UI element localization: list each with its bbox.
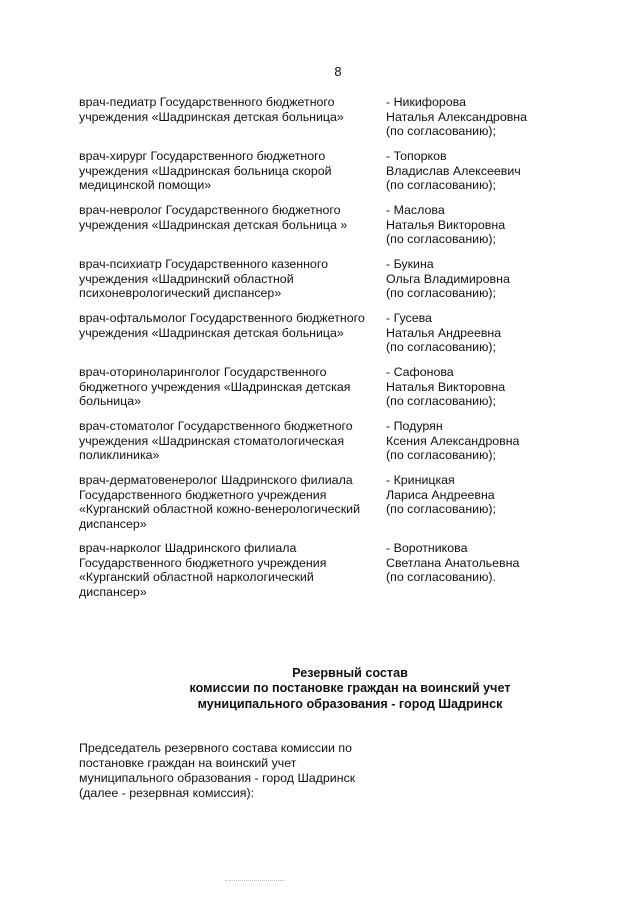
member-name: - Гусева Наталья Андреевна (по согласованию);: [386, 311, 502, 355]
member-role: врач-офтальмолог Государственного бюджетного учреждения «Шадринская детская больница»: [79, 311, 365, 340]
member-name: - Воротникова Светлана Анатольевна (по согласованию).: [386, 541, 520, 585]
reserve-chair-paragraph: Председатель резервного состава комиссии по постановке граждан на воинский учет муниципального образования - город Шадринск (далее - резервная комиссия):: [79, 741, 356, 800]
member-name: - Маслова Наталья Викторовна (по согласованию);: [386, 203, 506, 247]
member-role: врач-оториноларинголог Государственного бюджетного учреждения «Шадринская детская больница»: [79, 365, 351, 409]
member-entry: [79, 95, 559, 149]
member-entry: [79, 419, 559, 473]
scan-artifact: [225, 880, 285, 883]
member-role: врач-педиатр Государственного бюджетного учреждения «Шадринская детская больница»: [79, 95, 344, 124]
member-name: - Никифорова Наталья Александровна (по согласованию);: [386, 95, 528, 139]
member-entry: [79, 257, 559, 311]
member-role: врач-хирург Государственного бюджетного учреждения «Шадринская больница скорой медицинской помощи»: [79, 149, 332, 193]
commission-members-list: [79, 95, 559, 609]
member-role: врач-невролог Государственного бюджетного учреждения «Шадринская детская больница »: [79, 203, 348, 232]
member-entry: [79, 473, 559, 541]
member-name: - Подурян Ксения Александровна (по согласованию);: [386, 419, 520, 463]
page-number: 8: [334, 64, 342, 79]
member-entry: [79, 311, 559, 365]
member-entry: [79, 365, 559, 419]
member-entry: [79, 541, 559, 609]
member-role: врач-дерматовенеролог Шадринского филиала Государственного бюджетного учреждения «Курганский областной кожно-венерологический диспансер»: [79, 473, 361, 531]
member-role: врач-нарколог Шадринского филиала Государственного бюджетного учреждения «Курганский областной наркологический диспансер»: [79, 541, 327, 599]
member-name: - Букина Ольга Владимировна (по согласованию);: [386, 257, 510, 301]
member-role: врач-стоматолог Государственного бюджетного учреждения «Шадринская стоматологическая поликлиника»: [79, 419, 353, 463]
reserve-composition-title: Резервный состав комиссии по постановке граждан на воинский учет муниципального образования - город Шадринск: [189, 666, 511, 711]
member-name: - Криницкая Лариса Андреевна (по согласованию);: [386, 473, 496, 517]
member-entry: [79, 203, 559, 257]
member-entry: [79, 149, 559, 203]
member-role: врач-психиатр Государственного казенного учреждения «Шадринский областной психоневрологический диспансер»: [79, 257, 328, 301]
member-name: - Топорков Владислав Алексеевич (по согласованию);: [386, 149, 521, 193]
member-name: - Сафонова Наталья Викторовна (по согласованию);: [386, 365, 506, 409]
